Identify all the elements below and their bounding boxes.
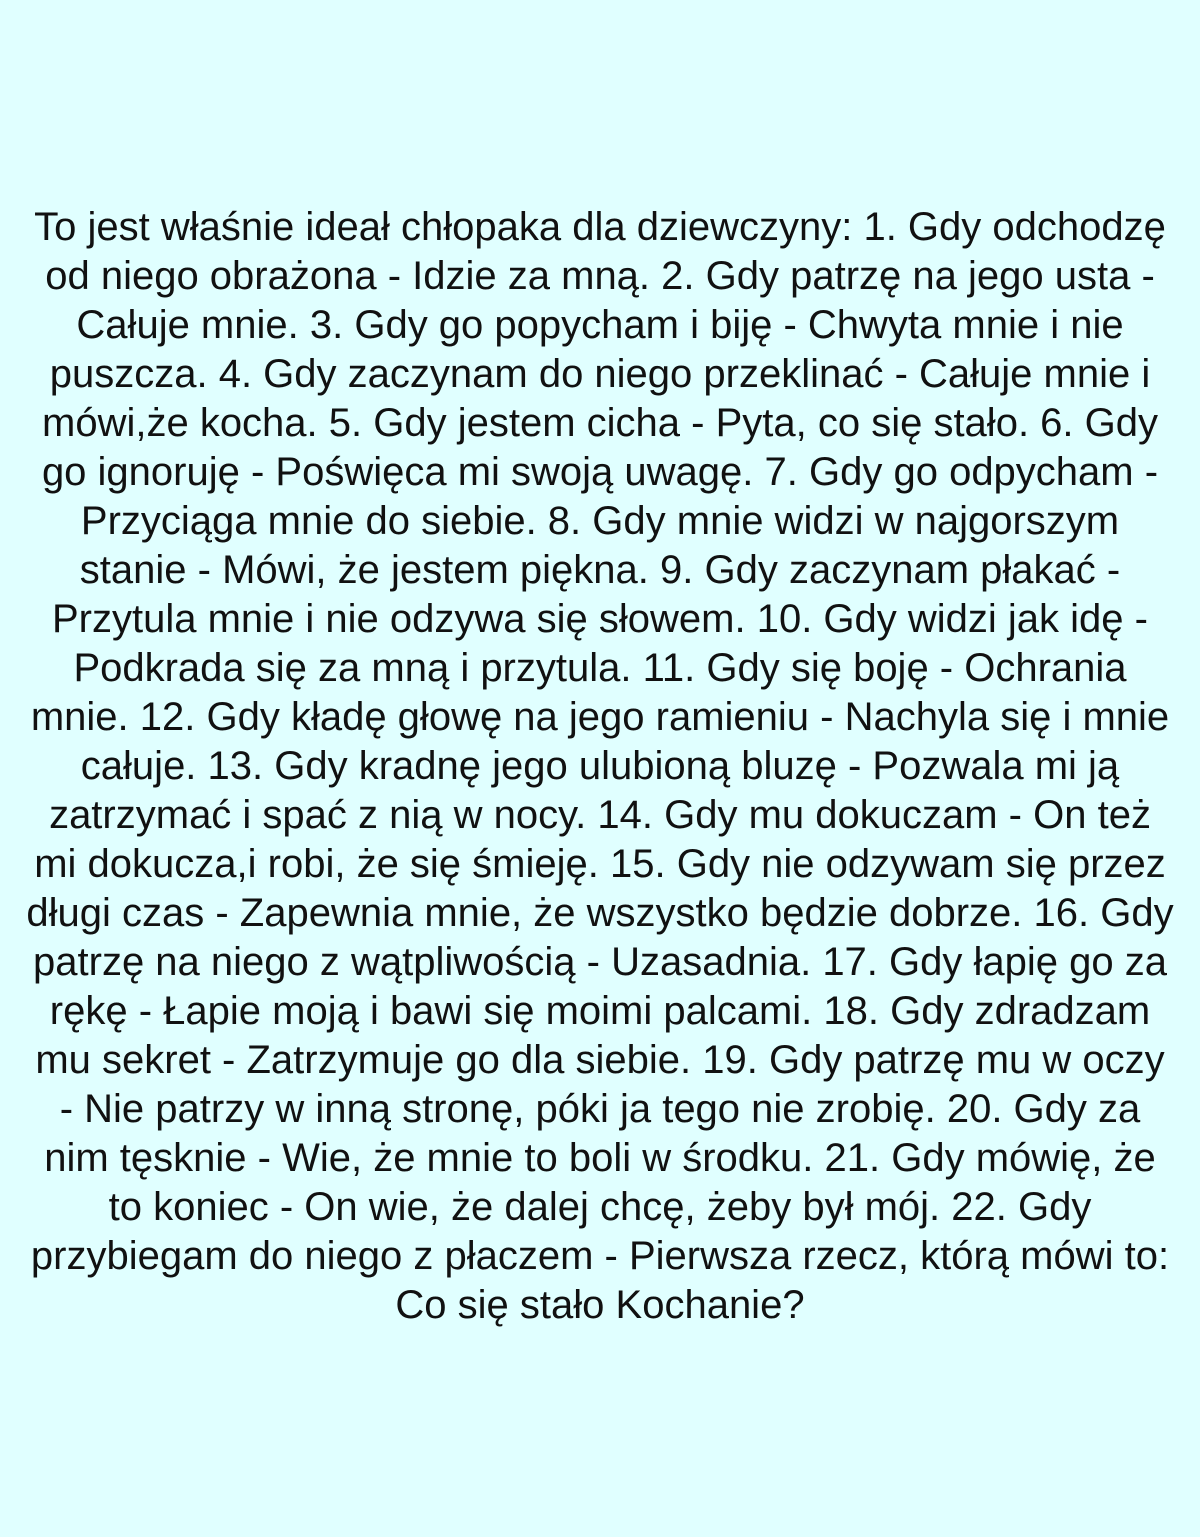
- quote-text: To jest właśnie ideał chłopaka dla dziewczyny: 1. Gdy odchodzę od niego obrażona - Idzie za mną. 2. Gdy patrzę na jego usta - Całuje mnie. 3. Gdy go popycham i biję - Chwyta mnie i nie puszcza. 4. Gdy zaczynam do niego przeklinać - Całuje mnie i mówi,że kocha. 5. Gdy jestem cicha - Pyta, co się stało. 6. Gdy go ignoruję - Poświęca mi swoją uwagę. 7. Gdy go odpycham - Przyciąga mnie do siebie. 8. Gdy mnie widzi w najgorszym stanie - Mówi, że jestem piękna. 9. Gdy zaczynam płakać - Przytula mnie i nie odzywa się słowem. 10. Gdy widzi jak idę - Podkrada się za mną i przytula. 11. Gdy się boję - Ochrania mnie. 12. Gdy kładę głowę na jego ramieniu - Nachyla się i mnie całuje. 13. Gdy kradnę jego ulubioną bluzę - Pozwala mi ją zatrzymać i spać z nią w nocy. 14. Gdy mu dokuczam - On też mi dokucza,i robi, że się śmieję. 15. Gdy nie odzywam się przez długi czas - Zapewnia mnie, że wszystko będzie dobrze. 16. Gdy patrzę na niego z wątpliwością - Uzasadnia. 17. Gdy łapię go za rękę - Łapie moją i bawi się moimi palcami. 18. Gdy zdradzam mu sekret - Zatrzymuje go dla siebie. 19. Gdy patrzę mu w oczy - Nie patrzy w inną stronę, póki ja tego nie zrobię. 20. Gdy za nim tęsknie - Wie, że mnie to boli w środku. 21. Gdy mówię, że to koniec - On wie, że dalej chcę, żeby był mój. 22. Gdy przybiegam do niego z płaczem - Pierwsza rzecz, którą mówi to: Co się stało Kochanie?: [26, 205, 1174, 1327]
